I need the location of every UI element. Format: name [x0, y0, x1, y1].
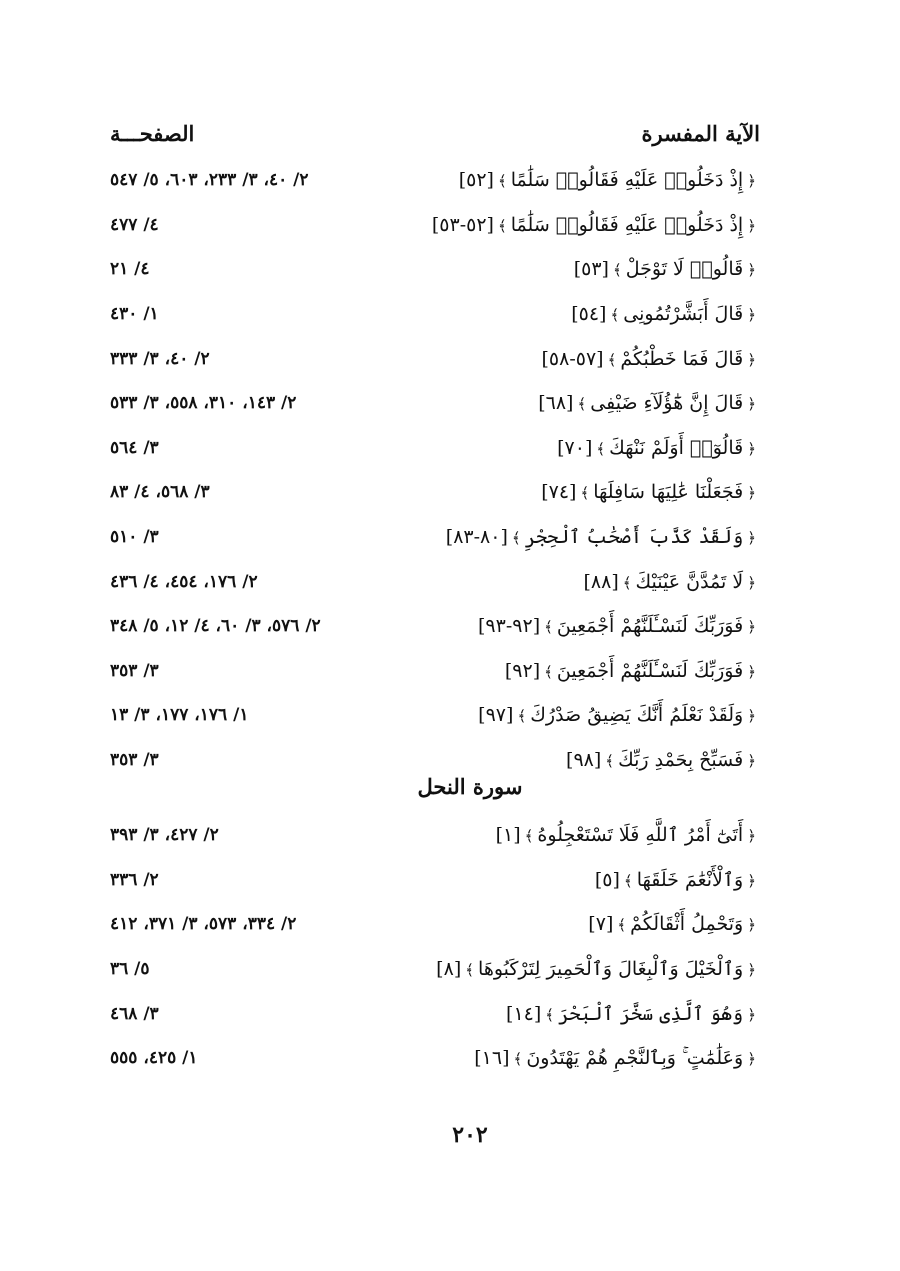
- verse-close-ornament: ﴾: [623, 871, 633, 890]
- verse-open-ornament: ﴿: [747, 1005, 756, 1024]
- page-references: ٣/ ٥٦٤: [110, 437, 159, 458]
- page-references: ٢/ ٣٣٤، ٥٧٣، ٣/ ٣٧١، ٤١٢: [110, 914, 297, 935]
- verse-cell: [574, 258, 760, 280]
- page-number: ٢٠٢: [452, 1122, 488, 1148]
- verse-reference: [٩٨]: [566, 749, 602, 772]
- verse-text: قَالَ فَمَا خَطْبُكُمْ: [620, 347, 744, 370]
- verse-close-ornament: ﴾: [544, 618, 553, 637]
- verse-cell: [595, 869, 760, 891]
- page-references: ١/ ٤٢٥، ٥٥٥: [110, 1048, 198, 1069]
- verse-reference: [٥٢-٥٣]: [431, 213, 494, 236]
- table-row: [110, 693, 760, 738]
- verse-cell: [538, 392, 760, 414]
- nahl-verse-list: [110, 813, 760, 1081]
- verse-reference: [٥]: [594, 868, 620, 891]
- verse-open-ornament: ﴿: [747, 707, 756, 726]
- table-row: [110, 1036, 760, 1081]
- verse-cell: [571, 303, 760, 325]
- verse-cell: [436, 958, 760, 980]
- page-references: ٤/ ٢١: [110, 259, 150, 280]
- verse-close-ornament: ﴾: [607, 350, 617, 369]
- verse-close-ornament: ﴾: [612, 261, 622, 280]
- verse-text: وَعَلَٰمَٰتٍ ۚ وَبِٱلنَّجْمِ هُمْ يَهْتَدُونَ: [526, 1047, 744, 1070]
- verse-text: قَالُوٓا۟ أَوَلَمْ نَنْهَكَ: [609, 436, 744, 459]
- verse-open-ornament: ﴿: [747, 529, 756, 548]
- table-row: [110, 203, 760, 248]
- verse-close-ornament: ﴾: [511, 529, 521, 548]
- verse-reference: [١٦]: [474, 1047, 510, 1070]
- verse-text: فَوَرَبِّكَ لَنَسْـَٔلَنَّهُمْ أَجْمَعِينَ: [556, 659, 744, 682]
- verse-reference: [٩٧]: [478, 704, 514, 727]
- table-row: [110, 902, 760, 947]
- verse-text: إِذْ دَخَلُوا۟ عَلَيْهِ فَقَالُوا۟ سَلَٰمًا: [510, 169, 744, 192]
- verse-open-ornament: ﴿: [747, 484, 756, 503]
- verse-close-ornament: ﴾: [524, 827, 534, 846]
- verse-reference: [٩٢]: [504, 659, 541, 682]
- verse-cell: [506, 1003, 760, 1025]
- verse-text: قَالَ أَبَشَّرْتُمُونِى: [623, 303, 744, 326]
- verse-open-ornament: ﴿: [747, 916, 756, 935]
- verse-text: وَلَقَدْ نَعْلَمُ أَنَّكَ يَضِيقُ صَدْرُكَ: [530, 704, 744, 727]
- page-references: ٢/ ١٧٦، ٤٥٤، ٤/ ٤٣٦: [110, 571, 258, 592]
- verse-reference: [٩٢-٩٣]: [478, 615, 541, 638]
- verse-close-ornament: ﴾: [605, 752, 615, 771]
- verse-text: وَٱلْأَنْعَٰمَ خَلَقَهَا: [636, 868, 744, 891]
- page-references: ٢/ ٤٢٧، ٣/ ٣٩٣: [110, 825, 219, 846]
- page-column-header: الصفحـــة: [110, 120, 195, 146]
- verse-reference: [٥٧-٥٨]: [541, 347, 604, 370]
- verse-cell: [541, 481, 760, 503]
- page-references: ٣/ ٥٦٨، ٤/ ٨٣: [110, 482, 210, 503]
- verse-reference: [٨]: [436, 958, 462, 981]
- page-references: ٢/ ١٤٣، ٣١٠، ٥٥٨، ٣/ ٥٣٣: [110, 393, 297, 414]
- verse-close-ornament: ﴾: [545, 1005, 555, 1024]
- page-references: ٤/ ٤٧٧: [110, 214, 159, 235]
- verse-cell: [588, 913, 760, 935]
- verse-reference: [٧]: [588, 913, 614, 936]
- verse-reference: [٥٢]: [458, 169, 494, 192]
- verse-text: وَتَحْمِلُ أَثْقَالَكُمْ: [630, 913, 744, 936]
- page-references: ٣/ ٤٦٨: [110, 1003, 159, 1024]
- verse-open-ornament: ﴿: [747, 827, 756, 846]
- verse-open-ornament: ﴿: [747, 662, 756, 681]
- verse-reference: [٨٨]: [583, 570, 619, 593]
- verse-open-ornament: ﴿: [747, 172, 756, 191]
- table-row: [110, 247, 760, 292]
- table-row: [110, 336, 760, 381]
- verse-open-ornament: ﴿: [747, 573, 756, 592]
- verse-close-ornament: ﴾: [617, 916, 627, 935]
- verse-text: فَجَعَلْنَا عَٰلِيَهَا سَافِلَهَا: [593, 481, 744, 504]
- verse-reference: [١]: [495, 824, 521, 847]
- page-references: ١/ ٤٣٠: [110, 304, 159, 325]
- table-row: [110, 158, 760, 203]
- verse-cell: [459, 169, 760, 191]
- table-row: [110, 813, 760, 858]
- verse-text: إِذْ دَخَلُوا۟ عَلَيْهِ فَقَالُوا۟ سَلَٰمًا: [510, 213, 744, 236]
- verse-text: أَتَىٰٓ أَمْرُ ٱللَّهِ فَلَا تَسْتَعْجِلُوهُ: [537, 824, 744, 847]
- table-row: [110, 426, 760, 471]
- verse-close-ornament: ﴾: [580, 484, 590, 503]
- verse-cell: [496, 824, 760, 846]
- page-references: ٢/ ٤٠، ٣/ ٣٣٣: [110, 348, 210, 369]
- table-row: [110, 991, 760, 1036]
- table-header: [110, 116, 760, 150]
- verse-open-ornament: ﴿: [747, 1050, 756, 1069]
- verse-open-ornament: ﴿: [747, 871, 756, 890]
- table-row: [110, 470, 760, 515]
- verse-open-ornament: ﴿: [747, 350, 756, 369]
- verse-column-header: الآية المفسرة: [641, 120, 760, 146]
- table-row: [110, 649, 760, 694]
- verse-close-ornament: ﴾: [610, 306, 620, 325]
- verse-reference: [٥٣]: [573, 258, 609, 281]
- verse-cell: [478, 615, 760, 637]
- verse-text: قَالُوا۟ لَا تَوْجَلْ: [625, 258, 744, 281]
- verse-text: فَوَرَبِّكَ لَنَسْـَٔلَنَّهُمْ أَجْمَعِينَ: [556, 615, 744, 638]
- verse-reference: [٧٠]: [557, 436, 593, 459]
- page-references: ٣/ ٣٥٣: [110, 750, 159, 771]
- verse-close-ornament: ﴾: [497, 216, 507, 235]
- verse-close-ornament: ﴾: [465, 961, 475, 980]
- verse-reference: [٥٤]: [571, 303, 607, 326]
- table-row: [110, 604, 760, 649]
- table-row: [110, 292, 760, 337]
- verse-cell: [583, 571, 760, 593]
- page-references: ٢/ ٣٣٦: [110, 869, 159, 890]
- verse-open-ornament: ﴿: [747, 752, 756, 771]
- page-references: ٢/ ٤٠، ٣/ ٢٣٣، ٦٠٣، ٥/ ٥٤٧: [110, 170, 309, 191]
- verse-close-ornament: ﴾: [544, 662, 553, 681]
- verse-open-ornament: ﴿: [747, 306, 756, 325]
- verse-close-ornament: ﴾: [622, 573, 632, 592]
- verse-cell: [446, 526, 760, 548]
- verse-text: لَا تَمُدَّنَّ عَيْنَيْكَ: [635, 570, 744, 593]
- table-row: [110, 947, 760, 992]
- verse-cell: [541, 348, 760, 370]
- verse-open-ornament: ﴿: [747, 961, 756, 980]
- verse-cell: [432, 214, 760, 236]
- verse-close-ornament: ﴾: [517, 707, 527, 726]
- verse-open-ornament: ﴿: [747, 618, 756, 637]
- sura-title: سورة النحل: [417, 774, 523, 799]
- verse-open-ornament: ﴿: [747, 395, 756, 414]
- verse-reference: [١٤]: [506, 1002, 542, 1025]
- table-row: [110, 559, 760, 604]
- hijr-verse-list: [110, 158, 760, 782]
- page-references: ٢/ ٥٧٦، ٣/ ٦٠، ٤/ ١٢، ٥/ ٣٤٨: [110, 616, 321, 637]
- verse-text: فَسَبِّحْ بِحَمْدِ رَبِّكَ: [618, 749, 744, 772]
- page-references: ٥/ ٣٦: [110, 959, 150, 980]
- verse-cell: [566, 749, 760, 771]
- verse-close-ornament: ﴾: [577, 395, 587, 414]
- verse-cell: [474, 1047, 760, 1069]
- page-references: ٣/ ٥١٠: [110, 527, 159, 548]
- verse-reference: [٧٤]: [541, 481, 577, 504]
- verse-open-ornament: ﴿: [747, 439, 756, 458]
- verse-reference: [٨٠-٨٣]: [445, 526, 508, 549]
- table-row: [110, 858, 760, 903]
- verse-cell: [478, 704, 760, 726]
- verse-open-ornament: ﴿: [747, 216, 756, 235]
- verse-close-ornament: ﴾: [497, 172, 507, 191]
- page-references: ١/ ١٧٦، ١٧٧، ٣/ ١٣: [110, 705, 249, 726]
- verse-text: قَالَ إِنَّ هَٰٓؤُلَآءِ ضَيْفِى: [590, 392, 744, 415]
- verse-cell: [557, 437, 760, 459]
- verse-text: وَٱلْخَيْلَ وَٱلْبِغَالَ وَٱلْحَمِيرَ لِتَرْكَبُوهَا: [478, 958, 744, 981]
- table-row: [110, 381, 760, 426]
- verse-cell: [505, 660, 760, 682]
- verse-close-ornament: ﴾: [596, 439, 606, 458]
- verse-text: وَهُوَ ٱلَّذِى سَخَّرَ ٱلْبَحْرَ: [558, 1002, 744, 1025]
- verse-reference: [٦٨]: [538, 392, 574, 415]
- page-references: ٣/ ٣٥٣: [110, 660, 159, 681]
- verse-close-ornament: ﴾: [513, 1050, 523, 1069]
- verse-open-ornament: ﴿: [747, 261, 756, 280]
- verse-text: وَلَقَدْ كَذَّبَ أَصْحَٰبُ ٱلْحِجْرِ: [524, 526, 744, 549]
- table-row: [110, 515, 760, 560]
